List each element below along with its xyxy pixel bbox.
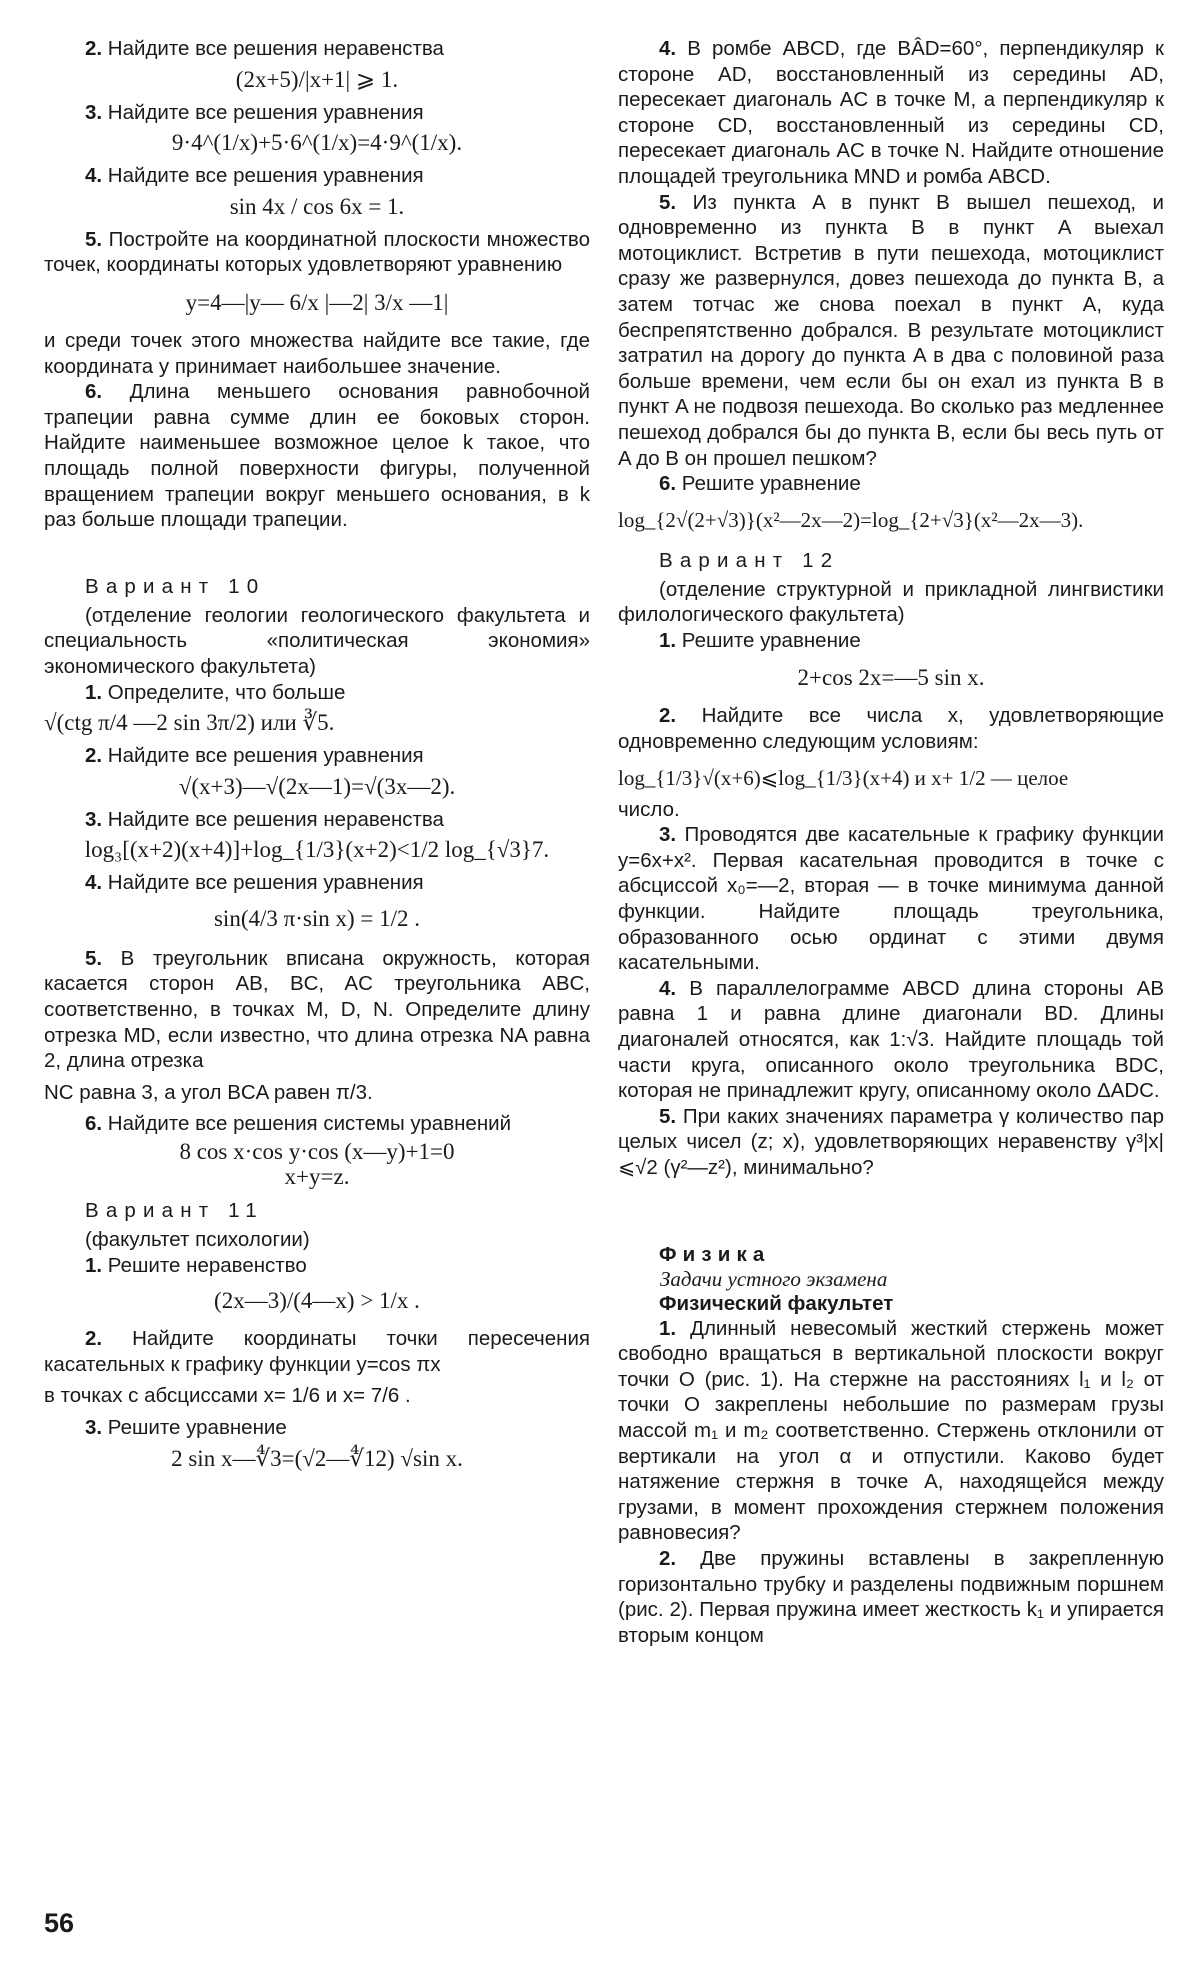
v11-problem-2: 2. Найдите координаты точки пересечения касательных к графику функции y=cos πx xyxy=(44,1327,590,1376)
v10-problem-6: 6. Найдите все решения системы уравнений xyxy=(85,1112,512,1136)
v11-problem-6: 6. Решите уравнение xyxy=(659,472,861,496)
v11-problem-5: 5. Из пункта A в пункт B вышел пешеход, и одновременно из пункта B в пункт A выехал мотоциклист. Встретив в пути пешехода, мотоциклист сразу же развернулся, довез пешехода до пункта B, а затем тотчас же снова поехал в пункт A, куда беспрепятственно добрался. В результате мотоциклист затратил на дорогу до пункта A в два с половиной раза больше времени, чем если бы он ехал из пункта B в пункт A не подвозя пешехода. Во сколько раз медленнее пешеход добрался бы до пункта B, если бы весь путь от A до B он прошел пешком? xyxy=(618,190,1164,470)
v9-problem-5: 5. Постройте на координатной плоскости множество точек, координаты которых удовлетворяют уравнению xyxy=(44,227,590,277)
v11-formula-3: 2 sin x—∜3=(√2—∜12) √sin x. xyxy=(171,1445,463,1471)
v10-formula-6a: 8 cos x·cos y·cos (x—y)+1=0 xyxy=(179,1139,455,1165)
v12-problem-5: 5. При каких значениях параметра γ количество пар целых чисел (z; x), удовлетворяющих неравенству γ³|x|⩽√2 (γ²—z²), минимально? xyxy=(618,1104,1164,1179)
v10-problem-2: 2. Найдите все решения уравнения xyxy=(85,744,424,768)
physics-subtitle: Задачи устного экзамена xyxy=(660,1266,888,1291)
variant-11-heading: Вариант 11 xyxy=(85,1199,264,1223)
v9-problem-4: 4. Найдите все решения уравнения xyxy=(85,164,424,188)
v10-formula-6b: x+y=z. xyxy=(284,1164,350,1190)
v9-formula-2: (2x+5)/|x+1| ⩾ 1. xyxy=(235,66,399,92)
v12-formula-1: 2+cos 2x=—5 sin x. xyxy=(797,665,985,691)
variant-11-department: (факультет психологии) xyxy=(85,1228,310,1252)
v12-problem-1: 1. Решите уравнение xyxy=(659,628,861,652)
v10-formula-1: √(ctg π/4 —2 sin 3π/2) или ∛5. xyxy=(44,710,335,736)
right-column xyxy=(618,36,1164,1648)
v12-problem-4: 4. В параллелограмме ABCD длина стороны AB равна 1 и равна длине диагонали BD. Длины диагоналей относятся, как 1:√3. Найдите площадь той части круга, описанного около треугольника BDC, которая не принадлежит кругу, описанному около ΔADC. xyxy=(618,976,1164,1103)
v11-problem-1: 1. Решите неравенство xyxy=(85,1253,307,1277)
v10-formula-2: √(x+3)—√(2x—1)=√(3x—2). xyxy=(178,773,456,799)
v10-formula-3: log₃[(x+2)(x+4)]+log_{1/3}(x+2)<1/2 log_{√3}7. xyxy=(84,837,550,863)
v11-formula-1: (2x—3)/(4—x) > 1/x . xyxy=(214,1288,420,1314)
spacer xyxy=(618,1181,1164,1243)
v10-problem-5: 5. В треугольник вписана окружность, которая касается сторон AB, BC, AC треугольника ABC, соответственно, в точках M, D, N. Определите длину отрезка MD, если известно, что длина отрезка NA равна 2, длина отрезка xyxy=(44,946,590,1073)
variant-10-department: (отделение геологии геологического факультета и специальность «политическая экономия» экономического факультета) xyxy=(44,603,590,678)
page-number: 56 xyxy=(44,1908,75,1938)
physics-faculty: Физический факультет xyxy=(659,1291,894,1315)
v10-problem-4: 4. Найдите все решения уравнения xyxy=(85,871,424,895)
v10-problem-5-cont: NC равна 3, а угол BCA равен π/3. xyxy=(44,1080,373,1104)
v12-formula-2: log_{1/3}√(x+6)⩽log_{1/3}(x+4) и x+ 1/2 — целое xyxy=(618,765,1069,790)
v9-problem-6: 6. Длина меньшего основания равнобочной трапеции равна сумме длин ее боковых сторон. Найдите наименьшее возможное целое k такое, что площадь полной поверхности фигуры, полученной вращением трапеции вокруг меньшего основания, в k раз больше площади трапеции. xyxy=(44,380,590,532)
v9-formula-5: y=4—|y— 6/x |—2| 3/x —1| xyxy=(185,289,449,315)
variant-10-heading: Вариант 10 xyxy=(85,574,266,598)
physics-problem-1: 1. Длинный невесомый жесткий стержень может свободно вращаться в вертикальной плоскости вокруг точки O (рис. 1). На стержне на расстояниях l₁ и l₂ от точки O закреплены небольшие по размерам грузы массой m₁ и m₂ соответственно. Стержень отклонили от вертикали на угол α и отпустили. Каково будет натяжение стержня в точке A, находящейся между грузами, в момент прохождения стержнем положения равновесия? xyxy=(618,1316,1164,1545)
v10-problem-1: 1. Определите, что больше xyxy=(85,680,346,704)
v9-problem-5-cont: и среди точек этого множества найдите все такие, где координата y принимает наибольшее значение. xyxy=(44,328,590,378)
v12-problem-3: 3. Проводятся две касательные к графику функции y=6x+x². Первая касательная проводится в точке с абсциссой x₀=—2, вторая — в точке минимума данной функции. Найдите площадь треугольника, образованного осью ординат с этими двумя касательными. xyxy=(618,823,1164,975)
v11-problem-4: 4. В ромбе ABCD, где BÂD=60°, перпендикуляр к стороне AD, восстановленный из середины AD, пересекает диагональ AC в точке M, а перпендикуляр к стороне CD, восстановленный из середины CD, пересекает диагональ AC в точке N. Найдите отношение площадей треугольника MND и ромба ABCD. xyxy=(618,37,1164,188)
v12-problem-2-cont: число. xyxy=(618,797,680,821)
v11-problem-3: 3. Решите уравнение xyxy=(85,1416,287,1439)
left-column xyxy=(44,36,590,1479)
physics-problem-2: 2. Две пружины вставлены в закрепленную горизонтально трубку и разделены подвижным поршнем (рис. 2). Первая пружина имеет жесткость k₁ и упирается вторым концом xyxy=(618,1546,1164,1647)
v9-problem-3: 3. Найдите все решения уравнения xyxy=(85,100,424,124)
v12-problem-2: 2. Найдите все числа x, удовлетворяющие одновременно следующим условиям: xyxy=(618,704,1164,754)
v10-formula-4: sin(4/3 π·sin x) = 1/2 . xyxy=(213,905,421,931)
variant-12-department: (отделение структурной и прикладной лингвистики филологического факультета) xyxy=(618,577,1164,627)
v11-problem-2-cont: в точках с абсциссами x= 1/6 и x= 7/6 . xyxy=(44,1384,411,1408)
v9-formula-3: 9·4^(1/x)+5·6^(1/x)=4·9^(1/x). xyxy=(171,130,463,156)
v9-problem-2: 2. Найдите все решения неравенства xyxy=(85,37,444,60)
v11-formula-6: log_{2√(2+√3)}(x²—2x—2)=log_{2+√3}(x²—2x—3). xyxy=(618,507,1084,532)
v9-formula-4: sin 4x / cos 6x = 1. xyxy=(229,193,405,219)
physics-section-title: Физика xyxy=(659,1242,771,1266)
spacer xyxy=(44,533,590,575)
v10-problem-3: 3. Найдите все решения неравенства xyxy=(85,807,444,831)
variant-12-heading: Вариант 12 xyxy=(659,548,840,572)
